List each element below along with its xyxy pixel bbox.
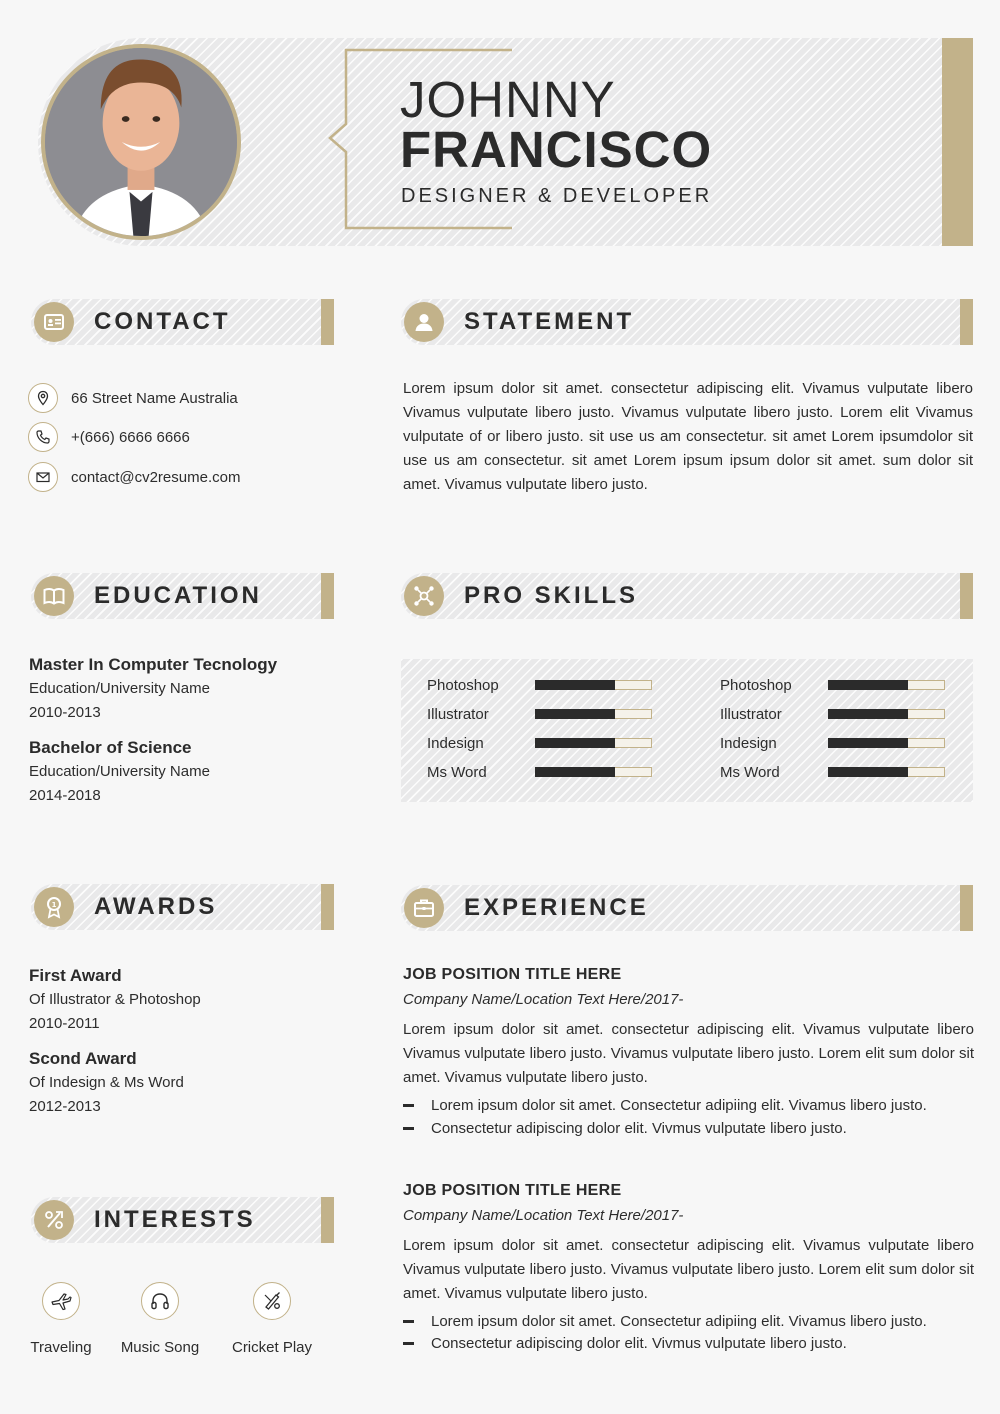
user-icon <box>404 302 444 342</box>
job-description: Lorem ipsum dolor sit amet. consectetur adipiscing elit. Vivamus vulputate libero Vivamus vulputate libero justo. Vivamus vulputate libero justo. Lorem elit sum dolor sit amet. Vivamus vulputate libero justo. <box>403 1021 974 1086</box>
skill-row <box>720 761 945 783</box>
last-name: FRANCISCO <box>400 121 713 178</box>
job-bullet <box>403 1335 973 1352</box>
skills-panel <box>401 659 973 802</box>
job-bullet-text: Lorem ipsum dolor sit amet. Consectetur adipiing elit. Vivamus libero justo. <box>431 1313 927 1330</box>
education-entry <box>29 736 349 808</box>
award-title: First Award <box>29 966 122 985</box>
section-header-education <box>31 573 334 619</box>
skill-name: Photoshop <box>720 676 792 694</box>
skill-bar-fill <box>828 738 909 748</box>
award-entry <box>29 1047 349 1119</box>
interest-item <box>11 1282 111 1356</box>
job-bullet-text: Lorem ipsum dolor sit amet. Consectetur adipiing elit. Vivamus libero justo. <box>431 1097 927 1114</box>
job-description: Lorem ipsum dolor sit amet. consectetur adipiscing elit. Vivamus vulputate libero Vivamus vulputate libero justo. Vivamus vulputate libero justo. Lorem elit sum dolor sit amet. Vivamus vulputate libero justo. <box>403 1237 974 1302</box>
skill-bar-fill <box>535 767 616 777</box>
job-company: Company Name/Location Text Here/2017- <box>403 991 684 1008</box>
skill-bar-fill <box>535 680 616 690</box>
job-company: Company Name/Location Text Here/2017- <box>403 1207 684 1224</box>
job-bullet <box>403 1313 973 1330</box>
education-years: 2014-2018 <box>29 787 101 804</box>
job-title: DESIGNER & DEVELOPER <box>401 185 713 207</box>
statement-text: Lorem ipsum dolor sit amet. consectetur adipiscing elit. Vivamus vulputate libero Vivamus vulputate libero justo. Vivamus vulputate libero justo. Lorem elit Vivamus vulputate of or libero justo. sit use us am consectetur. sit amet Lorem ipsumdolor sit use us am consectetur. sit amet Lorem ipsum ipsum dolor sit amet. sum dolor sit amet. Vivamus vulputate libero justo. <box>403 380 973 493</box>
education-school: Education/University Name <box>29 680 210 697</box>
skill-row <box>427 732 652 754</box>
job-bullet-text: Consectetur adipiscing dolor elit. Vivmus vulputate libero justo. <box>431 1335 847 1352</box>
education-years: 2010-2013 <box>29 704 101 721</box>
airplane-icon <box>42 1282 80 1320</box>
section-title-education: EDUCATION <box>94 582 262 609</box>
skill-bar <box>535 738 652 748</box>
skill-bar-fill <box>828 767 909 777</box>
interest-label: Traveling <box>30 1339 92 1356</box>
section-header-contact <box>31 299 334 345</box>
cricket-icon <box>253 1282 291 1320</box>
phone-icon <box>28 422 58 452</box>
award-desc: Of Illustrator & Photoshop <box>29 991 201 1008</box>
profile-photo <box>41 44 241 240</box>
section-title-interests: INTERESTS <box>94 1206 256 1233</box>
section-title-awards: AWARDS <box>94 893 218 920</box>
section-header-awards <box>31 884 334 930</box>
education-school: Education/University Name <box>29 763 210 780</box>
skill-row <box>720 674 945 696</box>
skill-bar-fill <box>535 738 616 748</box>
award-entry <box>29 964 349 1036</box>
skill-bar <box>535 709 652 719</box>
skill-name: Ms Word <box>427 763 487 781</box>
award-years: 2010-2011 <box>29 1015 100 1032</box>
skill-name: Illustrator <box>427 705 489 723</box>
skill-name: Indesign <box>720 734 777 752</box>
education-degree: Bachelor of Science <box>29 738 192 757</box>
interest-item <box>222 1282 322 1356</box>
interest-label: Cricket Play <box>231 1339 313 1356</box>
skill-name: Photoshop <box>427 676 499 694</box>
phone-text: +(666) 6666 6666 <box>71 428 190 446</box>
award-desc: Of Indesign & Ms Word <box>29 1074 184 1091</box>
location-pin-icon <box>28 383 58 413</box>
skill-bar <box>828 680 945 690</box>
section-header-statement <box>401 299 973 345</box>
skill-row <box>427 674 652 696</box>
hobbies-icon <box>34 1200 74 1240</box>
job-bullet <box>403 1097 973 1114</box>
section-title-contact: CONTACT <box>94 308 231 335</box>
skill-row <box>427 703 652 725</box>
skill-bar-fill <box>535 709 616 719</box>
header-accent-bar <box>942 38 973 246</box>
skill-bar <box>535 680 652 690</box>
contact-phone[interactable] <box>28 422 190 452</box>
skill-row <box>720 732 945 754</box>
job-bullet-text: Consectetur adipiscing dolor elit. Vivmus vulputate libero justo. <box>431 1120 847 1137</box>
skill-bar <box>535 767 652 777</box>
skill-bar <box>828 738 945 748</box>
interest-label: Music Song <box>120 1339 200 1356</box>
section-header-interests <box>31 1197 334 1243</box>
briefcase-icon <box>404 888 444 928</box>
svg-text:1: 1 <box>51 901 57 909</box>
skill-row <box>427 761 652 783</box>
section-header-experience <box>401 885 973 931</box>
network-icon <box>404 576 444 616</box>
skill-bar <box>828 767 945 777</box>
award-years: 2012-2013 <box>29 1098 101 1115</box>
education-degree: Master In Computer Tecnology <box>29 655 278 674</box>
first-name: JOHNNY <box>400 71 616 128</box>
section-title-statement: STATEMENT <box>464 308 635 335</box>
award-title: Scond Award <box>29 1049 137 1068</box>
contact-email[interactable] <box>28 462 240 492</box>
email-text: contact@cv2resume.com <box>71 468 241 486</box>
skill-bar-fill <box>828 680 909 690</box>
skill-name: Illustrator <box>720 705 782 723</box>
skill-name: Ms Word <box>720 763 780 781</box>
envelope-icon <box>28 462 58 492</box>
education-entry <box>29 653 349 725</box>
contact-address <box>28 383 238 413</box>
section-header-pro-skills <box>401 573 973 619</box>
book-icon <box>34 576 74 616</box>
contact-card-icon <box>34 302 74 342</box>
skill-bar-fill <box>828 709 909 719</box>
job-bullet <box>403 1120 973 1137</box>
job-position-title: JOB POSITION TITLE HERE <box>403 966 622 983</box>
section-title-experience: EXPERIENCE <box>464 894 649 921</box>
section-title-pro-skills: PRO SKILLS <box>464 582 639 609</box>
skill-bar <box>828 709 945 719</box>
job-position-title: JOB POSITION TITLE HERE <box>403 1182 622 1199</box>
headphones-icon <box>141 1282 179 1320</box>
interest-item <box>110 1282 210 1356</box>
address-text: 66 Street Name Australia <box>71 389 238 407</box>
skill-name: Indesign <box>427 734 484 752</box>
award-ribbon-icon <box>34 887 74 927</box>
skill-row <box>720 703 945 725</box>
